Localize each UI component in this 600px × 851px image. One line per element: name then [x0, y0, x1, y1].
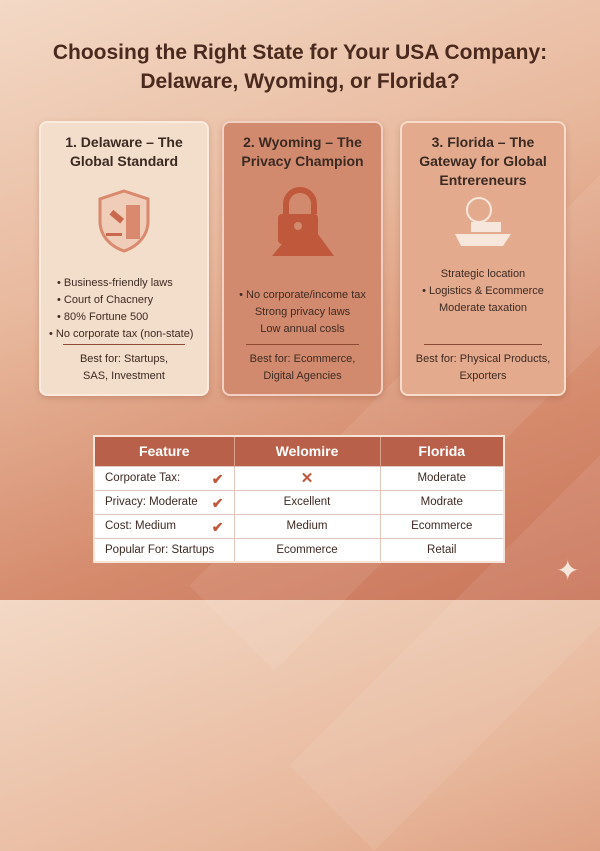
table-row — [94, 538, 504, 562]
cell: Retail — [380, 538, 504, 562]
bullet: Moderate taxation — [438, 302, 528, 314]
comparison-table — [93, 435, 505, 563]
best-for: Best for: Physical Products, — [415, 353, 551, 365]
card-florida — [400, 121, 566, 396]
card-title: Entrereneurs — [439, 172, 527, 188]
bullet: Strong privacy laws — [254, 306, 351, 318]
header-cell: Feature — [94, 436, 234, 466]
bullet: • 80% Fortune 500 — [57, 311, 149, 323]
bullet: • Logistics & Ecommerce — [422, 285, 544, 297]
globe-cargo-ship-icon — [402, 194, 564, 254]
best-for: Best for: Ecommerce, — [249, 353, 356, 365]
best-for: Best for: Startups, — [79, 353, 169, 365]
table-row — [94, 490, 504, 514]
card-title: 3. Florida – The — [431, 134, 535, 150]
cell: Ecommerce — [380, 514, 504, 538]
title-line: Choosing the Right State for Your USA Company: — [52, 41, 548, 64]
bullet: Strategic location — [440, 268, 526, 280]
title-line: Delaware, Wyoming, or Florida? — [140, 70, 460, 93]
cell: Corporate Tax: — [105, 472, 181, 484]
bullet: • Court of Chacnery — [57, 294, 154, 306]
divider — [63, 344, 185, 345]
cell: Moderate — [380, 466, 504, 490]
bullet: • No corporate tax (non-state) — [49, 328, 194, 340]
table-row — [94, 514, 504, 538]
card-title: 1. Delaware – The — [65, 134, 183, 150]
cell: Ecommerce — [234, 538, 380, 562]
card-title: Global Standard — [69, 153, 179, 169]
check-icon: ✔ — [211, 518, 224, 535]
table-row — [94, 466, 504, 490]
divider — [246, 344, 359, 345]
card-delaware — [39, 121, 209, 396]
header-cell: Welomire — [234, 436, 380, 466]
card-title: Privacy Champion — [241, 153, 364, 169]
cross-icon: ✕ — [300, 470, 314, 487]
best-for: Digital Agencies — [263, 370, 342, 382]
shield-gavel-building-icon — [41, 181, 207, 261]
cell: Popular For: Startups — [105, 543, 215, 556]
card-title: Gateway for Global — [419, 153, 547, 169]
table-header — [94, 436, 504, 466]
bullet: • Business-friendly laws — [57, 277, 173, 289]
bullet: • No corporate/income tax — [239, 289, 366, 301]
best-for: SAS, Investment — [83, 370, 165, 382]
check-icon: ✔ — [211, 470, 224, 487]
card-wyoming — [222, 121, 383, 396]
cell: Modrate — [380, 490, 504, 514]
check-icon: ✔ — [211, 494, 224, 511]
card-title: 2. Wyoming – The — [243, 134, 362, 150]
cell: Cost: Medium — [105, 520, 176, 532]
sparkle-icon: ✦ — [556, 555, 580, 586]
bullet: Low annual cosls — [260, 323, 345, 335]
header-cell: Florida — [380, 436, 504, 466]
cell: Excellent — [234, 490, 380, 514]
divider — [424, 344, 542, 345]
cell: Medium — [234, 514, 380, 538]
page-title — [0, 38, 600, 96]
padlock-mountain-icon — [224, 181, 381, 261]
cell: Privacy: Moderate — [105, 496, 198, 508]
best-for: Exporters — [459, 370, 507, 382]
